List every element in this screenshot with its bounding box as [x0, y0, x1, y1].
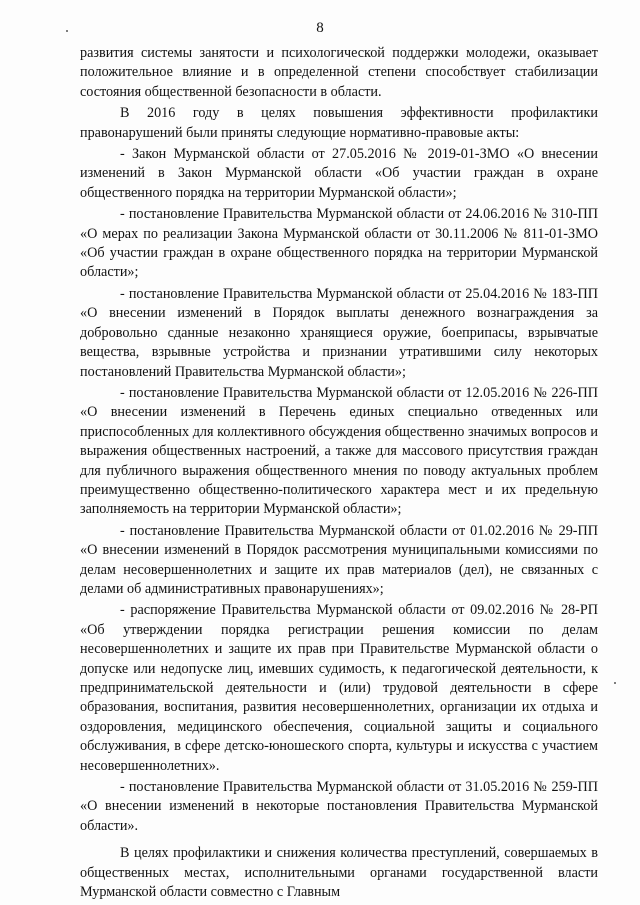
- list-item-resolution-226: - постановление Правительства Мурманской области от 12.05.2016 № 226-ПП «О внесении изменений в Перечень единых специально отведенных или приспособленных для коллективного обсуждения общественно значимых вопросов и выражения общественных настроений, а также для массового присутствия граждан для публичного выражения общественного мнения по поводу актуальных проблем преимущественно общественно-политического характера мест и их предельную заполняемость на территории Мурманской области»;: [80, 384, 598, 518]
- list-item-resolution-259: - постановление Правительства Мурманской области от 31.05.2016 № 259-ПП «О внесении изменений в некоторые постановления Правительства Мурманской области».: [80, 779, 598, 834]
- paragraph-intro-continuation: развития системы занятости и психологической поддержки молодежи, оказывает положительное влияние и в определенной степени способствует стабилизации состояния общественной безопасности в области.: [80, 45, 598, 100]
- page-number: 8: [316, 20, 324, 36]
- paragraph-prevention: В целях профилактики и снижения количества преступлений, совершаемых в общественных местах, исполнительными органами государственной власти Мурманской области совместно с Главным: [80, 845, 598, 901]
- paragraph-acts-intro: В 2016 году в целях повышения эффективности профилактики правонарушений были приняты следующие нормативно-правовые акты:: [80, 105, 598, 141]
- scan-speck: [614, 682, 616, 684]
- list-item-resolution-29: - постановление Правительства Мурманской области от 01.02.2016 № 29-ПП «О внесении изменений в Порядок рассмотрения муниципальными комиссиями по делам несовершеннолетних и защите их прав материалов (дел), не связанных с делами об административных правонарушениях»;: [80, 522, 598, 597]
- list-item-law-2019: - Закон Мурманской области от 27.05.2016 № 2019-01-ЗМО «О внесении изменений в Закон Мурманской области «Об участии граждан в охране общественного порядка на территории Мурманской области»;: [80, 146, 598, 201]
- list-item-resolution-183: - постановление Правительства Мурманской области от 25.04.2016 № 183-ПП «О внесении изменений в Порядок выплаты денежного вознаграждения за добровольно сданные незаконно хранящиеся оружие, боеприпасы, взрывчатые вещества, взрывные устройства и признании утратившими силу некоторых постановлений Правительства Мурманской области»;: [80, 285, 598, 380]
- list-item-order-28: - распоряжение Правительства Мурманской области от 09.02.2016 № 28-РП «Об утверждении порядка регистрации решения комиссии по делам несовершеннолетних и защите их прав при Правительстве Мурманской области о допуске или недопуске лиц, имевших судимость, к педагогической деятельности, к предпринимательской деятельности и (или) трудовой деятельности в сфере образования, воспитания, развития несовершеннолетних, организации их отдыха и оздоровления, медицинского обеспечения, социальной защиты и социального обслуживания, в сфере детско-юношеского спорта, культуры и искусства с участием несовершеннолетних».: [80, 602, 598, 774]
- scan-speck: [66, 30, 68, 32]
- body-text: [80, 44, 598, 904]
- list-item-resolution-310: - постановление Правительства Мурманской области от 24.06.2016 № 310-ПП «О мерах по реализации Закона Мурманской области от 30.11.2006 № 811-01-ЗМО «Об участии граждан в охране общественного порядка на территории Мурманской области»;: [80, 206, 598, 281]
